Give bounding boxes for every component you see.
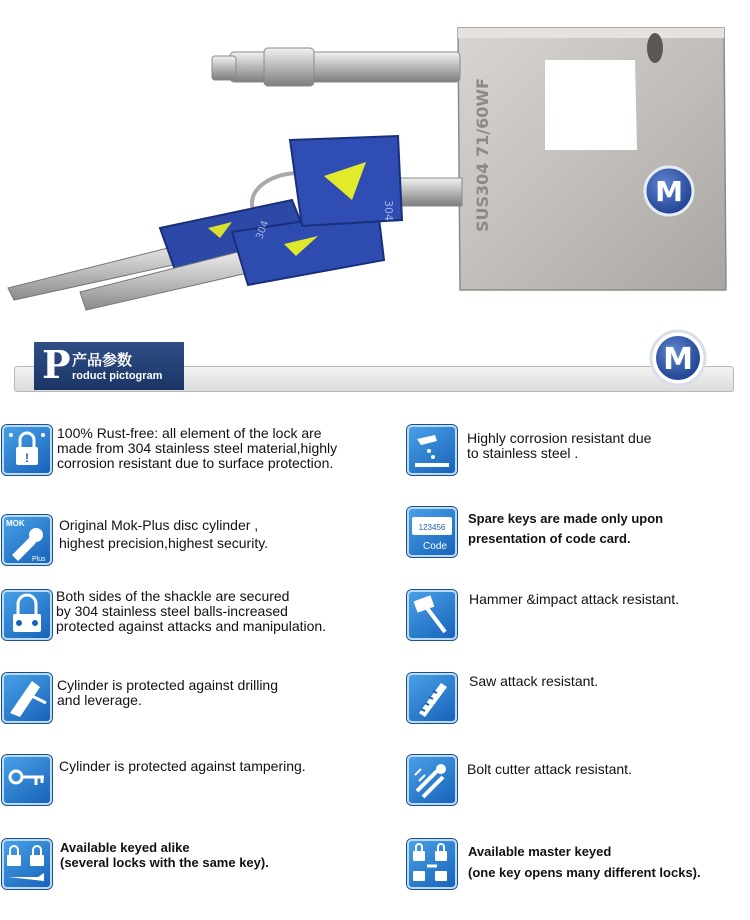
rust-free-lock-icon [2, 425, 52, 475]
code-card-icon [407, 507, 457, 557]
svg-text:!: ! [25, 451, 29, 465]
lock-engraving: SUS304 71/60WF [473, 78, 492, 232]
banner-title-cn: 产品参数 [72, 351, 133, 369]
key-upright [290, 136, 402, 226]
feature-anti-tamper: Cylinder is protected against tampering. [59, 758, 306, 774]
hammer-resistant-icon [407, 590, 457, 640]
feature-bolt-cutter: Bolt cutter attack resistant. [467, 761, 632, 777]
feature-code-card: Spare keys are made only upon presentation of code card. [468, 511, 664, 546]
svg-text:MOK: MOK [6, 519, 25, 528]
feature-rust-free: 100% Rust-free: all element of the lock are made from 304 stainless steel material,highly corrosion resistant due to surface protection. [57, 425, 338, 471]
svg-text:Plus: Plus [32, 556, 46, 563]
bolt-cutter-resistant-icon [407, 755, 457, 805]
banner-letter: P [42, 342, 71, 387]
saw-resistant-icon [407, 673, 457, 723]
feature-shackle-balls: Both sides of the shackle are secured by 304 stainless steel balls-increased protected against attacks and manipulation. [56, 588, 327, 634]
anti-drill-icon [2, 673, 52, 723]
corrosion-resistant-icon [407, 425, 457, 475]
shackle-balls-icon [2, 590, 52, 640]
master-keyed-icon [407, 839, 457, 889]
feature-master-keyed: Available master keyed (one key opens many different locks). [468, 844, 701, 880]
svg-text:M: M [663, 342, 693, 377]
anti-tamper-icon [2, 755, 52, 805]
disc-cylinder-icon [2, 515, 52, 565]
feature-corrosion: Highly corrosion resistant due to stainless steel . [467, 430, 652, 461]
product-photo [0, 0, 750, 330]
padlock-body [458, 28, 726, 290]
brand-logo [645, 167, 693, 215]
feature-hammer: Hammer &impact attack resistant. [469, 591, 680, 607]
banner-logo [648, 328, 708, 393]
svg-text:304: 304 [254, 219, 272, 242]
section-banner-tab [34, 342, 184, 390]
svg-text:M: M [655, 175, 683, 208]
feature-disc-cylinder: Original Mok-Plus disc cylinder , highest precision,highest security. [59, 517, 269, 551]
feature-keyed-alike: Available keyed alike (several locks with the same key). [60, 840, 269, 870]
banner-title-en: roduct pictogram [72, 370, 163, 382]
svg-text:304: 304 [382, 200, 395, 221]
svg-text:Code: Code [423, 541, 447, 552]
feature-anti-drill: Cylinder is protected against drilling and leverage. [57, 677, 278, 708]
keyed-alike-icon [2, 839, 52, 889]
svg-text:123456: 123456 [418, 523, 446, 532]
feature-saw: Saw attack resistant. [469, 673, 599, 689]
